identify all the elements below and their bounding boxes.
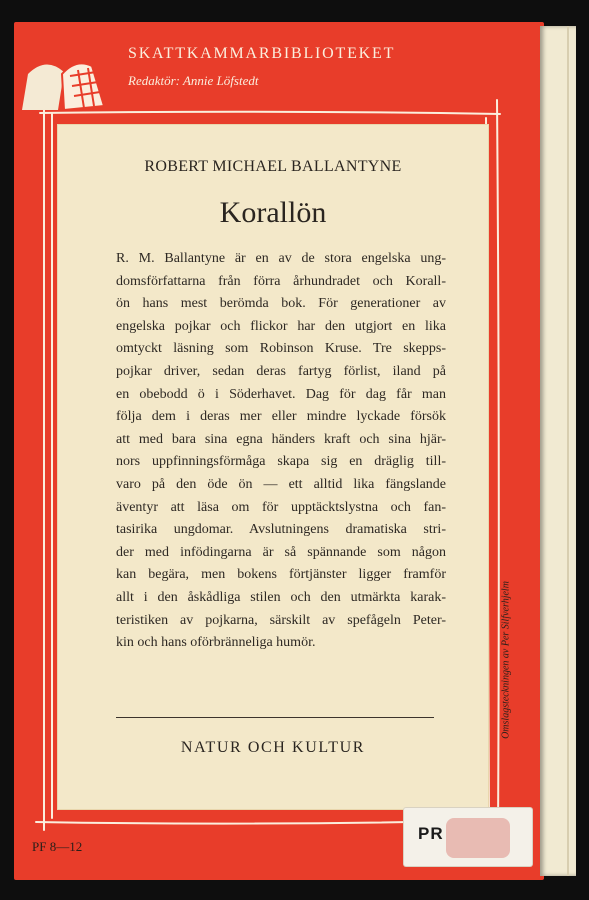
blurb-line: att med bara sina egna händers kraft och sina hjär- — [116, 431, 446, 447]
blurb-line: varo på den öde ön — ett alltid lika fängslande — [116, 476, 446, 492]
blurb-line: domsförfattarna från förra århundradet och Korall- — [116, 273, 446, 289]
sticker-smudge — [446, 818, 510, 858]
blurb-line: der med infödingarna är så spännande som någon — [116, 544, 446, 560]
blurb-line: ön hans mest berömda bok. För generationer av — [116, 296, 446, 312]
series-title: SKATTKAMMARBIBLIOTEKET — [128, 45, 396, 62]
publisher-name: NATUR OCH KULTUR — [180, 739, 366, 756]
sticker-text: PR — [418, 824, 444, 843]
blurb-line: pojkar driver, sedan deras fartyg förlist, iland på — [116, 363, 446, 379]
divider-rule — [116, 717, 434, 718]
blurb-line: kan begära, men bokens förtjänster ligger framför — [116, 567, 446, 583]
blurb-line: R. M. Ballantyne är en av de stora engelska ung- — [116, 251, 446, 266]
treasure-chest-icon — [18, 52, 110, 114]
blurb-line: allt i den åskådliga stilen och den utmärkta karak- — [116, 589, 446, 605]
blurb-line: nors uppfinningsförmåga skapa sig en dräglig till- — [116, 454, 446, 470]
blurb-line: omtyckt läsning som Robinson Kruse. Tre skepps- — [116, 341, 446, 357]
blurb-line: kin och hans oförbränneliga humör. — [116, 635, 316, 651]
blurb-line: engelska pojkar och flickor har den utgjort en lika — [116, 318, 446, 334]
age-code: PF 8—12 — [32, 839, 83, 854]
series-editor: Redaktör: Annie Löfstedt — [128, 73, 259, 88]
blurb-line: äventyr att läsa om för upptäcktslystna och fan- — [116, 499, 446, 515]
author-name: ROBERT MICHAEL BALLANTYNE — [144, 158, 402, 175]
blurb-line: en obebodd ö i Söderhavet. Dag för dag får man — [116, 386, 446, 402]
blurb-text — [116, 248, 446, 655]
blurb-line: följa dem i deras mer eller mindre lyckade försök — [116, 409, 446, 425]
blurb-line: tasirika ungdomar. Avslutningens dramatiska stri- — [116, 522, 446, 538]
blurb-line: teristiken av pojkarna, särskilt av spefågeln Peter- — [116, 612, 446, 628]
cover-illustration-credit: Omslagsteckningen av Per Silfverhjelm — [500, 581, 512, 739]
book-title: Korallön — [219, 196, 327, 229]
